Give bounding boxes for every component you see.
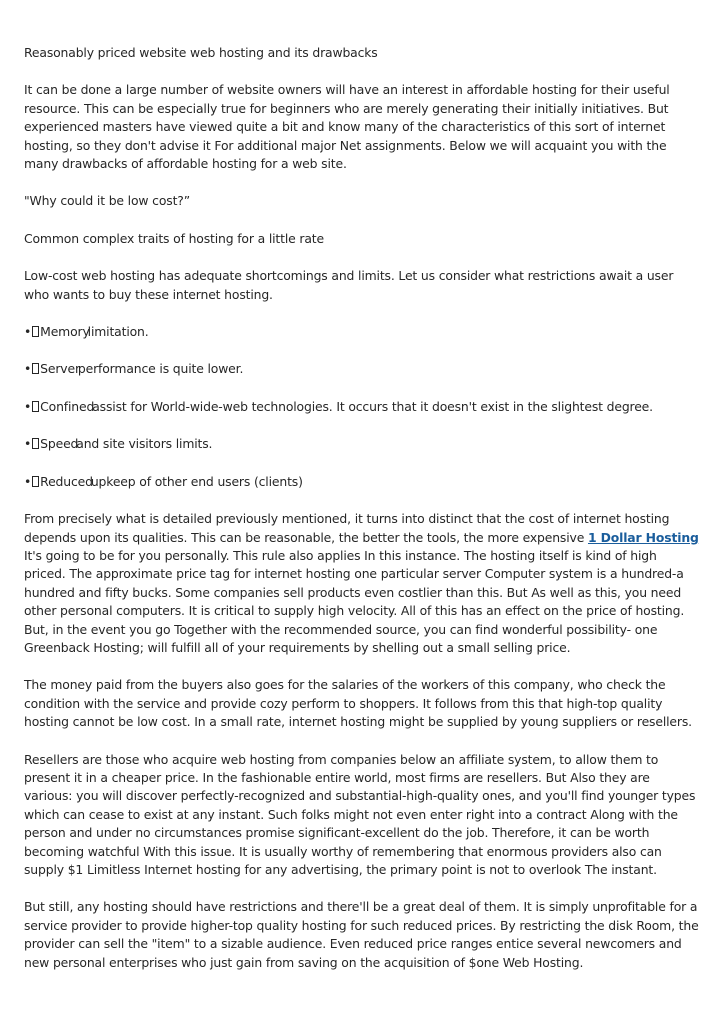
resellers-paragraph: Resellers are those who acquire web hosting from companies below an affiliate system, to allow them to present it in a cheaper price. In the fashionable entire world, most firms are resellers. But Also they are various: you will discover perfectly-recognized and substantial-high-quality ones, and you'll find younger types which can cease to exist at any instant. Such folks might not even enter right into a contract Along with the person and under no circumstances promise significant-excellent do the job. Therefore, it can be worth becoming watchful With this issue. It is usually worthy of remembering that enormous providers also can supply $1 Limitless Internet hosting for any advertising, the primary point is not to overlook The instant.	[24, 751, 696, 877]
cost-text-before: From precisely what is detailed previously mentioned, it turns into distinct that the cost of internet hosting depends upon its qualities. This can be reasonable, the better the tools, the more expensive	[24, 511, 670, 545]
bullet-keyword: Speed	[40, 436, 79, 452]
missing-glyph-icon	[32, 326, 39, 337]
list-item	[24, 323, 700, 341]
bullet-keyword: Reduced	[40, 473, 93, 489]
bullet-marker: •	[24, 398, 32, 414]
intro-paragraph: It can be done a large number of website owners will have an interest in affordable hosting for their useful resource. This can be especially true for beginners who are merely generating their initially initiatives. But experienced masters have viewed quite a bit and know many of the characteristics of this sort of internet hosting, so they don't advise it For additional major Net assignments. Below we will acquaint you with the many drawbacks of affordable hosting for a web site.	[24, 82, 670, 172]
final-paragraph: But still, any hosting should have restrictions and there'll be a great deal of them. It is simply unprofitable for a service provider to provide higher-top quality hosting for such reduced prices. By restricting the disk Room, the provider can sell the "item" to a sizable audience. Even reduced price ranges entice several newcomers and new personal enterprises who just gain from saving on the acquisition of $one Web Hosting.	[24, 899, 699, 970]
missing-glyph-icon	[32, 401, 39, 412]
bullet-marker: •	[24, 436, 32, 452]
bullet-keyword: Memory	[40, 324, 90, 340]
bullet-keyword: Server	[40, 361, 80, 377]
missing-glyph-icon	[32, 476, 39, 487]
cost-text-after: It's going to be for you personally. This rule also applies In this instance. The hosting itself is kind of high priced. The approximate price tag for internet hosting one particular server Computer system is a hundred-a hundred and fifty bucks. Some companies sell products even costlier than this. But As well as this, you need other personal computers. It is critical to supply high velocity. All of this has an effect on the price of hosting. But, in the event you go Together with the recommended source, you can find wonderful possibility- one Greenback Hosting; will fulfill all of your requirements by shelling out a small selling price.	[24, 547, 685, 655]
bullet-marker: •	[24, 324, 32, 340]
bullet-text: assist for World-wide-web technologies. It occurs that it doesn't exist in the slightest degree.	[92, 398, 653, 414]
cost-paragraph	[24, 510, 700, 657]
traits-heading: Common complex traits of hosting for a little rate	[24, 230, 324, 246]
lowcost-paragraph: Low-cost web hosting has adequate shortcomings and limits. Let us consider what restrictions await a user who wants to buy these internet hosting.	[24, 268, 674, 302]
missing-glyph-icon	[32, 363, 39, 374]
article	[24, 44, 700, 991]
list-item	[24, 473, 700, 491]
list-item	[24, 360, 700, 378]
bullet-text: limitation.	[87, 324, 149, 340]
bullet-marker: •	[24, 361, 32, 377]
bullet-marker: •	[24, 473, 32, 489]
bullet-text: and site visitors limits.	[76, 436, 213, 452]
list-item	[24, 435, 700, 453]
money-paragraph: The money paid from the buyers also goes for the salaries of the workers of this company, who check the condition with the service and provide cozy perform to shoppers. It follows from this that high-top quality hosting cannot be low cost. In a small rate, internet hosting might be supplied by young suppliers or resellers.	[24, 677, 692, 730]
question-line: "Why could it be low cost?”	[24, 193, 190, 209]
missing-glyph-icon	[32, 438, 39, 449]
one-dollar-hosting-link[interactable]: 1 Dollar Hosting	[587, 529, 699, 545]
list-item	[24, 398, 700, 416]
bullet-text: upkeep of other end users (clients)	[90, 473, 303, 489]
article-title: Reasonably priced website web hosting and its drawbacks	[24, 45, 378, 60]
bullet-keyword: Confined	[40, 398, 95, 414]
bullet-text: performance is quite lower.	[77, 361, 244, 377]
